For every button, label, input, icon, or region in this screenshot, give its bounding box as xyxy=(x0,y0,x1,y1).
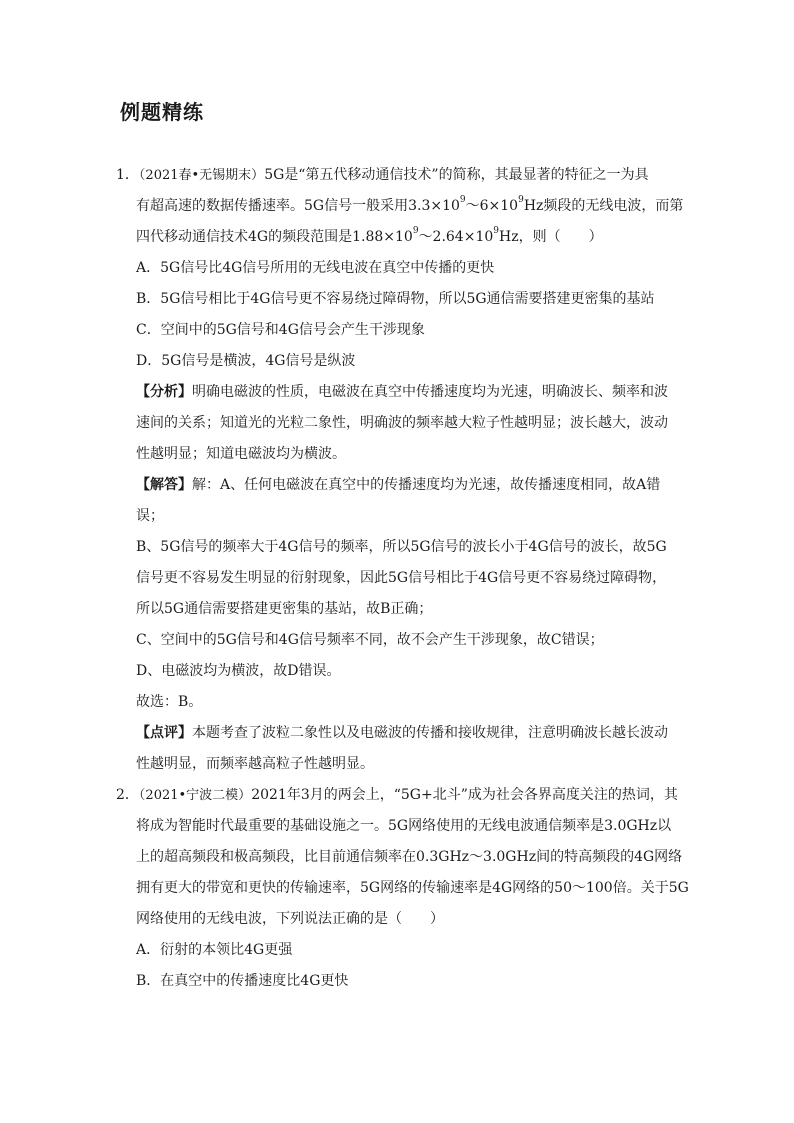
q1-stem-text-3b: ～2.64×10 xyxy=(418,229,494,245)
q1-option-c: C．空间中的5G信号和4G信号会产生干涉现象 xyxy=(136,322,425,338)
q1-answer-line-3: B、5G信号的频率大于4G信号的频率，所以5G信号的波长小于4G信号的波长，故5G xyxy=(136,539,667,555)
q1-answer-text-1: 解：A、任何电磁波在真空中的传播速度均为光速，故传播速度相同，故A错 xyxy=(192,477,661,493)
q1-stem-text-2b: ～6×10 xyxy=(465,198,519,214)
q1-answer-line-6: C、空间中的5G信号和4G信号频率不同，故不会产生干涉现象，故C错误； xyxy=(136,632,604,648)
questions-content xyxy=(116,160,691,997)
answer-tag: 【解答】 xyxy=(136,477,192,493)
q1-option-a: A．5G信号比4G信号所用的无线电波在真空中传播的更快 xyxy=(136,260,495,276)
q1-analysis-text-1: 明确电磁波的性质，电磁波在真空中传播速度均为光速，明确波长、频率和波 xyxy=(192,384,668,400)
q2-stem-line-5: 网络使用的无线电波，下列说法正确的是（ ） xyxy=(136,911,444,927)
q1-answer-line-5: 所以5G通信需要搭建更密集的基站，故B正确； xyxy=(136,601,433,617)
q2-stem-line-2: 将成为智能时代最重要的基础设施之一。5G网络使用的无线电波通信频率是3.0GHz以 xyxy=(136,818,672,834)
q1-answer-line-7: D、电磁波均为横波，故D错误。 xyxy=(136,663,341,679)
q2-option-b: B．在真空中的传播速度比4G更快 xyxy=(136,973,349,989)
q1-analysis-line-1 xyxy=(116,377,691,408)
q1-stem-text-2: 有超高速的数据传播速率。5G信号一般采用3.3×10 xyxy=(136,198,460,214)
q1-comment-line-1 xyxy=(116,718,691,749)
q2-stem-line-1 xyxy=(116,780,691,811)
q1-exponent: 9 xyxy=(518,195,524,206)
q1-analysis-line-2: 速间的关系；知道光的光粒二象性，明确波的频率越大粒子性越明显；波长越大，波动 xyxy=(136,415,668,431)
q1-comment-text-1: 本题考查了波粒二象性以及电磁波的传播和接收规律，注意明确波长越长波动 xyxy=(192,725,668,741)
q1-answer-line-8: 故选：B。 xyxy=(136,694,203,710)
q1-comment-line-2: 性越明显，而频率越高粒子性越明显。 xyxy=(136,756,374,772)
q1-option-d: D．5G信号是横波，4G信号是纵波 xyxy=(136,353,356,369)
q1-analysis-line-3: 性越明显；知道电磁波均为横波。 xyxy=(136,446,346,462)
q1-stem-text-3c: Hz，则（ ） xyxy=(499,229,603,245)
q1-stem-text-3: 四代移动通信技术4G的频段范围是1.88×10 xyxy=(136,229,413,245)
q2-stem-line-4: 拥有更大的带宽和更快的传输速率，5G网络的传输速率是4G网络的50～100倍。关于5G xyxy=(136,880,689,896)
q2-option-a: A．衍射的本领比4G更强 xyxy=(136,942,293,958)
q1-number: 1． xyxy=(116,167,139,183)
analysis-tag: 【分析】 xyxy=(136,384,192,400)
q1-exponent: 9 xyxy=(493,226,499,237)
q1-stem-line-2 xyxy=(116,191,691,222)
q1-stem-line-1 xyxy=(116,160,691,191)
q2-number: 2． xyxy=(116,787,139,803)
comment-tag: 【点评】 xyxy=(136,725,192,741)
q1-option-b: B．5G信号相比于4G信号更不容易绕过障碍物，所以5G通信需要搭建更密集的基站 xyxy=(136,291,655,307)
q2-stem-line-3: 上的超高频段和极高频段，比目前通信频率在0.3GHz～3.0GHz间的特高频段的4G网络 xyxy=(136,849,683,865)
q1-answer-line-1 xyxy=(116,470,691,501)
q2-stem-text-1: 2021年3月的两会上，“5G+北斗”成为社会各界高度关注的热词，其 xyxy=(251,787,678,803)
q1-answer-line-2: 误； xyxy=(136,508,164,524)
q1-source: （2021春•无锡期末） xyxy=(138,168,265,183)
section-title: 例题精练 xyxy=(120,100,204,124)
q1-stem-line-3 xyxy=(116,222,691,253)
q1-stem-text-2c: Hz频段的无线电波，而第 xyxy=(523,198,684,214)
q1-exponent: 9 xyxy=(459,195,466,206)
q2-source: （2021•宁波二模） xyxy=(138,788,252,803)
q1-exponent: 9 xyxy=(412,226,419,237)
q1-stem-text-1: 5G是“第五代移动通信技术”的简称，其最显著的特征之一为具 xyxy=(264,167,649,183)
q1-answer-line-4: 信号更不容易发生明显的衍射现象，因此5G信号相比于4G信号更不容易绕过障碍物， xyxy=(136,570,667,586)
